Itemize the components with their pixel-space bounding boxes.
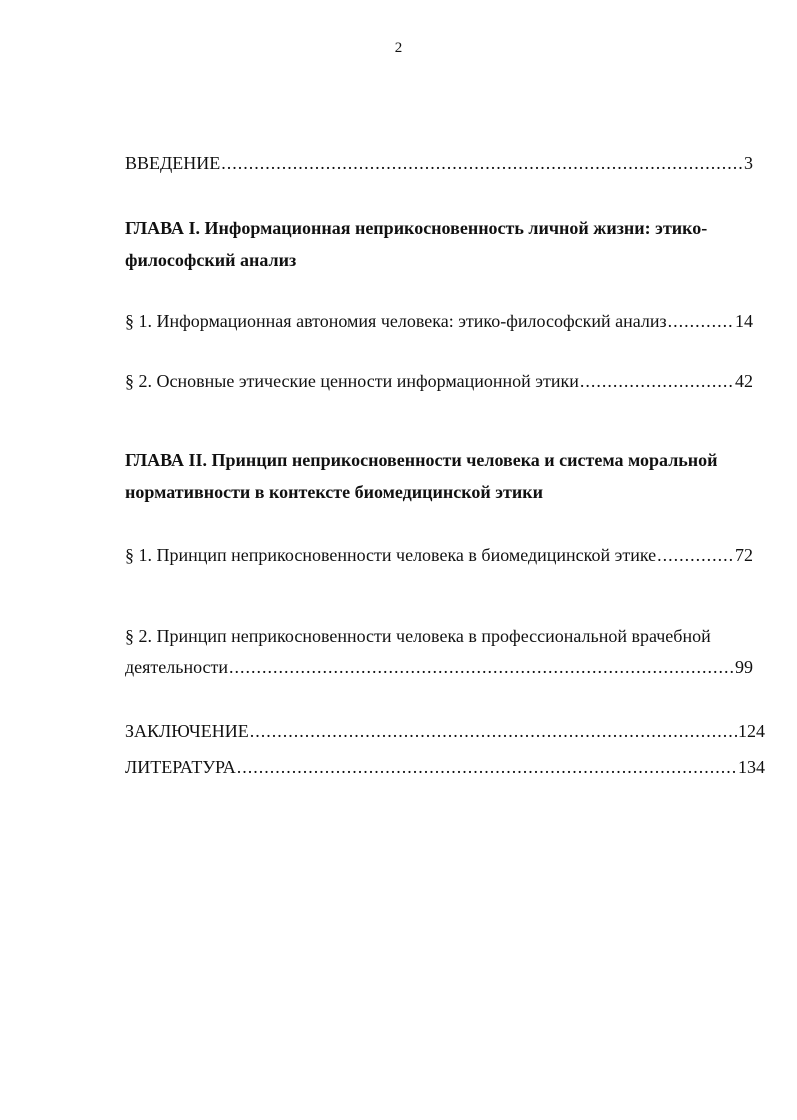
toc-entry-page: 14 (735, 311, 753, 331)
toc-entry-page: 134 (738, 757, 765, 777)
dot-leader (229, 656, 734, 678)
toc-entry-ch2-s1[interactable] (125, 544, 753, 566)
toc-entry-title: ЛИТЕРАТУРА (125, 757, 236, 777)
toc-entry-literature[interactable] (125, 756, 765, 778)
dot-leader (250, 720, 737, 742)
toc-chapter-2-heading[interactable]: ГЛАВА II. Принцип неприкосновенности человека и система моральной нормативности в контексте биомедицинской этики (125, 450, 718, 502)
toc-chapter-1-heading[interactable]: ГЛАВА I. Информационная неприкосновенность личной жизни: этико-философский анализ (125, 218, 708, 270)
toc-entry-page: 42 (735, 371, 753, 391)
toc-entry-page: 99 (735, 657, 753, 677)
dot-leader (221, 152, 743, 174)
toc-entry-page: 72 (735, 545, 753, 565)
toc-entry-title: § 1. Принцип неприкосновенности человека в биомедицинской этике (125, 545, 657, 565)
dot-leader (237, 756, 737, 778)
toc-entry-title: деятельности (125, 657, 229, 677)
toc-entry-title: ЗАКЛЮЧЕНИЕ (125, 721, 249, 741)
dot-leader (580, 370, 734, 392)
toc-entry-title: § 1. Информационная автономия человека: этико-философский анализ (125, 311, 667, 331)
toc-entry-conclusion[interactable] (125, 720, 765, 742)
dot-leader (657, 544, 734, 566)
toc-entry-title: § 2. Основные этические ценности информационной этики (125, 371, 579, 391)
toc-entry-ch2-s2[interactable] (125, 656, 753, 678)
toc-entry-intro[interactable] (125, 152, 753, 174)
dot-leader (668, 310, 734, 332)
toc-entry-page: 3 (744, 153, 753, 173)
toc-entry-title: ВВЕДЕНИЕ (125, 153, 221, 173)
toc-entry-page: 124 (738, 721, 765, 741)
toc-entry-ch2-s2-line1[interactable]: § 2. Принцип неприкосновенности человека в профессиональной врачебной (125, 626, 711, 646)
page-number: 2 (394, 40, 403, 56)
toc-entry-ch1-s1[interactable] (125, 310, 753, 332)
toc-entry-ch1-s2[interactable] (125, 370, 753, 392)
